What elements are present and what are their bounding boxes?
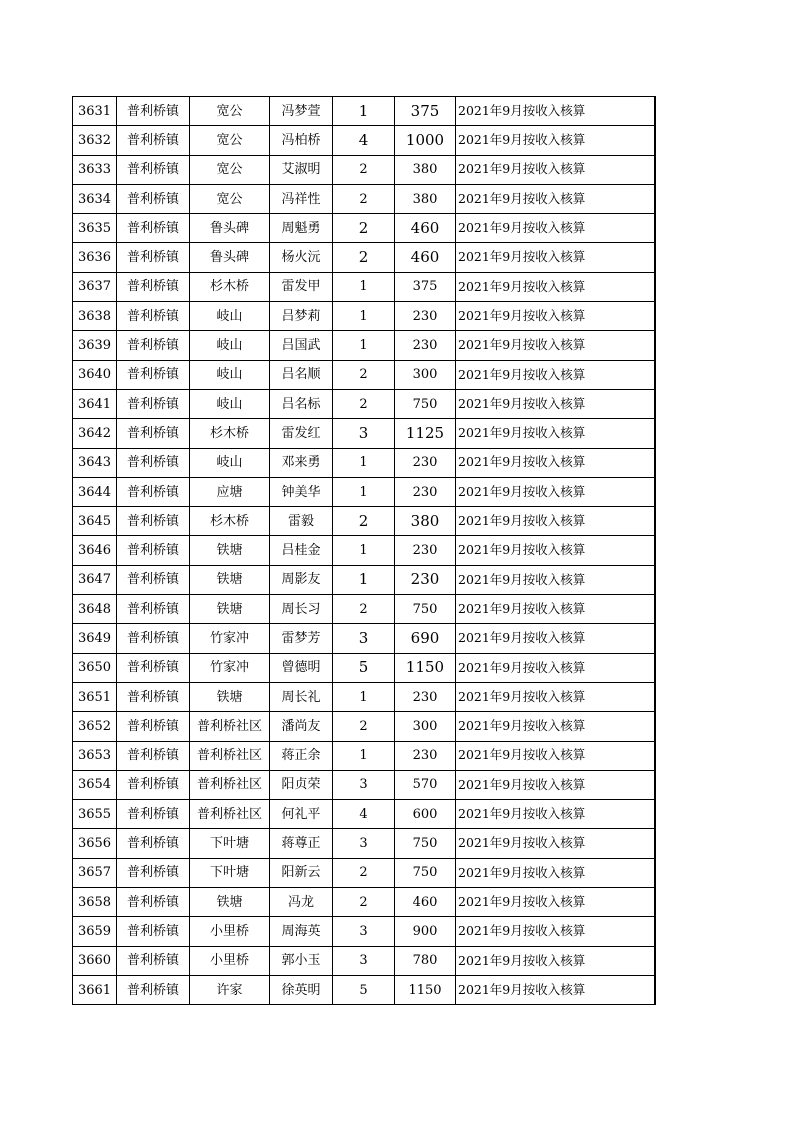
record-id-cell: 3645 [73,507,117,536]
village-cell: 许家 [190,975,270,1004]
household-count-cell: 3 [333,946,395,975]
table-row [73,419,655,448]
record-id-cell: 3655 [73,800,117,829]
record-id-cell: 3642 [73,419,117,448]
amount-cell: 690 [395,624,456,653]
household-count-cell: 3 [333,419,395,448]
record-id-cell: 3643 [73,448,117,477]
name-cell: 杨火沅 [270,243,333,272]
village-cell: 普利桥社区 [190,770,270,799]
town-cell: 普利桥镇 [117,97,190,126]
town-cell: 普利桥镇 [117,331,190,360]
amount-cell: 750 [395,595,456,624]
record-id-cell: 3650 [73,653,117,682]
village-cell: 竹家冲 [190,624,270,653]
town-cell: 普利桥镇 [117,155,190,184]
table-row [73,536,655,565]
town-cell: 普利桥镇 [117,741,190,770]
record-id-cell: 3657 [73,858,117,887]
amount-cell: 380 [395,507,456,536]
amount-cell: 230 [395,682,456,711]
household-count-cell: 2 [333,155,395,184]
amount-cell: 1000 [395,126,456,155]
record-id-cell: 3639 [73,331,117,360]
note-cell: 2021年9月按收入核算 [456,536,655,565]
note-cell: 2021年9月按收入核算 [456,272,655,301]
record-id-cell: 3653 [73,741,117,770]
town-cell: 普利桥镇 [117,126,190,155]
record-id-cell: 3656 [73,829,117,858]
village-cell: 鲁头碑 [190,243,270,272]
household-count-cell: 1 [333,682,395,711]
amount-cell: 230 [395,536,456,565]
town-cell: 普利桥镇 [117,536,190,565]
name-cell: 雷毅 [270,507,333,536]
table-row [73,741,655,770]
name-cell: 蒋尊正 [270,829,333,858]
amount-cell: 750 [395,389,456,418]
record-id-cell: 3631 [73,97,117,126]
household-count-cell: 1 [333,536,395,565]
table-row [73,888,655,917]
record-id-cell: 3640 [73,360,117,389]
table-row [73,97,655,126]
name-cell: 徐英明 [270,975,333,1004]
village-cell: 岐山 [190,331,270,360]
note-cell: 2021年9月按收入核算 [456,302,655,331]
table-row [73,946,655,975]
town-cell: 普利桥镇 [117,712,190,741]
village-cell: 宽公 [190,155,270,184]
record-id-cell: 3635 [73,214,117,243]
record-id-cell: 3644 [73,477,117,506]
village-cell: 铁塘 [190,682,270,711]
name-cell: 周影友 [270,565,333,594]
note-cell: 2021年9月按收入核算 [456,712,655,741]
table-row [73,155,655,184]
village-cell: 普利桥社区 [190,800,270,829]
household-count-cell: 1 [333,477,395,506]
name-cell: 吕名顺 [270,360,333,389]
household-count-cell: 1 [333,272,395,301]
name-cell: 吕梦莉 [270,302,333,331]
amount-cell: 230 [395,448,456,477]
note-cell: 2021年9月按收入核算 [456,477,655,506]
name-cell: 周海英 [270,917,333,946]
amount-cell: 600 [395,800,456,829]
record-id-cell: 3637 [73,272,117,301]
household-count-cell: 1 [333,565,395,594]
table-row [73,126,655,155]
table-row [73,477,655,506]
village-cell: 下叶塘 [190,858,270,887]
town-cell: 普利桥镇 [117,653,190,682]
town-cell: 普利桥镇 [117,214,190,243]
note-cell: 2021年9月按收入核算 [456,155,655,184]
table-row [73,917,655,946]
table-row [73,800,655,829]
town-cell: 普利桥镇 [117,917,190,946]
table-row [73,770,655,799]
town-cell: 普利桥镇 [117,770,190,799]
record-id-cell: 3647 [73,565,117,594]
town-cell: 普利桥镇 [117,272,190,301]
town-cell: 普利桥镇 [117,595,190,624]
household-count-cell: 4 [333,800,395,829]
table-row [73,302,655,331]
record-id-cell: 3660 [73,946,117,975]
records-table [72,96,656,1005]
household-count-cell: 1 [333,331,395,360]
household-count-cell: 2 [333,389,395,418]
household-count-cell: 3 [333,917,395,946]
record-id-cell: 3648 [73,595,117,624]
table-row [73,448,655,477]
record-id-cell: 3658 [73,888,117,917]
record-id-cell: 3659 [73,917,117,946]
name-cell: 雷发甲 [270,272,333,301]
table-row [73,272,655,301]
amount-cell: 460 [395,888,456,917]
record-id-cell: 3641 [73,389,117,418]
village-cell: 铁塘 [190,565,270,594]
amount-cell: 375 [395,97,456,126]
household-count-cell: 2 [333,243,395,272]
village-cell: 岐山 [190,360,270,389]
record-id-cell: 3649 [73,624,117,653]
name-cell: 艾淑明 [270,155,333,184]
note-cell: 2021年9月按收入核算 [456,243,655,272]
table-row [73,360,655,389]
household-count-cell: 2 [333,214,395,243]
name-cell: 周长习 [270,595,333,624]
town-cell: 普利桥镇 [117,829,190,858]
note-cell: 2021年9月按收入核算 [456,917,655,946]
amount-cell: 230 [395,565,456,594]
name-cell: 冯柏桥 [270,126,333,155]
village-cell: 杉木桥 [190,272,270,301]
village-cell: 普利桥社区 [190,712,270,741]
name-cell: 阳贞荣 [270,770,333,799]
household-count-cell: 2 [333,507,395,536]
amount-cell: 460 [395,243,456,272]
village-cell: 小里桥 [190,946,270,975]
note-cell: 2021年9月按收入核算 [456,448,655,477]
record-id-cell: 3636 [73,243,117,272]
household-count-cell: 2 [333,595,395,624]
name-cell: 潘尚友 [270,712,333,741]
village-cell: 普利桥社区 [190,741,270,770]
household-count-cell: 1 [333,741,395,770]
record-id-cell: 3638 [73,302,117,331]
note-cell: 2021年9月按收入核算 [456,975,655,1004]
note-cell: 2021年9月按收入核算 [456,565,655,594]
town-cell: 普利桥镇 [117,946,190,975]
record-id-cell: 3634 [73,184,117,213]
amount-cell: 1150 [395,653,456,682]
amount-cell: 750 [395,858,456,887]
village-cell: 铁塘 [190,888,270,917]
note-cell: 2021年9月按收入核算 [456,624,655,653]
table-row [73,331,655,360]
amount-cell: 380 [395,155,456,184]
village-cell: 宽公 [190,126,270,155]
table-row [73,624,655,653]
name-cell: 吕名标 [270,389,333,418]
note-cell: 2021年9月按收入核算 [456,829,655,858]
name-cell: 雷发红 [270,419,333,448]
town-cell: 普利桥镇 [117,624,190,653]
name-cell: 周魁勇 [270,214,333,243]
amount-cell: 1150 [395,975,456,1004]
amount-cell: 1125 [395,419,456,448]
name-cell: 周长礼 [270,682,333,711]
table-row [73,184,655,213]
village-cell: 下叶塘 [190,829,270,858]
household-count-cell: 1 [333,97,395,126]
table-row [73,858,655,887]
household-count-cell: 1 [333,448,395,477]
record-id-cell: 3633 [73,155,117,184]
note-cell: 2021年9月按收入核算 [456,214,655,243]
village-cell: 杉木桥 [190,507,270,536]
town-cell: 普利桥镇 [117,419,190,448]
household-count-cell: 2 [333,712,395,741]
note-cell: 2021年9月按收入核算 [456,682,655,711]
name-cell: 邓来勇 [270,448,333,477]
amount-cell: 900 [395,917,456,946]
name-cell: 钟美华 [270,477,333,506]
town-cell: 普利桥镇 [117,389,190,418]
table-row [73,595,655,624]
town-cell: 普利桥镇 [117,565,190,594]
household-count-cell: 3 [333,770,395,799]
note-cell: 2021年9月按收入核算 [456,741,655,770]
name-cell: 冯梦萱 [270,97,333,126]
table-row [73,653,655,682]
amount-cell: 750 [395,829,456,858]
record-id-cell: 3651 [73,682,117,711]
amount-cell: 230 [395,302,456,331]
table-row [73,389,655,418]
household-count-cell: 5 [333,975,395,1004]
table-row [73,507,655,536]
town-cell: 普利桥镇 [117,243,190,272]
amount-cell: 230 [395,741,456,770]
village-cell: 铁塘 [190,595,270,624]
amount-cell: 780 [395,946,456,975]
town-cell: 普利桥镇 [117,184,190,213]
village-cell: 岐山 [190,389,270,418]
note-cell: 2021年9月按收入核算 [456,360,655,389]
household-count-cell: 3 [333,624,395,653]
village-cell: 宽公 [190,97,270,126]
note-cell: 2021年9月按收入核算 [456,126,655,155]
household-count-cell: 2 [333,184,395,213]
town-cell: 普利桥镇 [117,975,190,1004]
records-table-body [73,97,655,1005]
record-id-cell: 3654 [73,770,117,799]
household-count-cell: 5 [333,653,395,682]
table-row [73,975,655,1004]
household-count-cell: 2 [333,360,395,389]
town-cell: 普利桥镇 [117,858,190,887]
town-cell: 普利桥镇 [117,302,190,331]
household-count-cell: 1 [333,302,395,331]
note-cell: 2021年9月按收入核算 [456,184,655,213]
village-cell: 竹家冲 [190,653,270,682]
village-cell: 岐山 [190,448,270,477]
village-cell: 鲁头碑 [190,214,270,243]
note-cell: 2021年9月按收入核算 [456,331,655,360]
town-cell: 普利桥镇 [117,448,190,477]
name-cell: 阳新云 [270,858,333,887]
name-cell: 曾德明 [270,653,333,682]
town-cell: 普利桥镇 [117,507,190,536]
note-cell: 2021年9月按收入核算 [456,800,655,829]
note-cell: 2021年9月按收入核算 [456,770,655,799]
table-row [73,214,655,243]
name-cell: 雷梦芳 [270,624,333,653]
record-id-cell: 3646 [73,536,117,565]
amount-cell: 375 [395,272,456,301]
amount-cell: 460 [395,214,456,243]
amount-cell: 230 [395,477,456,506]
note-cell: 2021年9月按收入核算 [456,507,655,536]
town-cell: 普利桥镇 [117,477,190,506]
name-cell: 冯祥性 [270,184,333,213]
note-cell: 2021年9月按收入核算 [456,653,655,682]
record-id-cell: 3652 [73,712,117,741]
record-id-cell: 3632 [73,126,117,155]
household-count-cell: 2 [333,858,395,887]
name-cell: 何礼平 [270,800,333,829]
amount-cell: 230 [395,331,456,360]
village-cell: 铁塘 [190,536,270,565]
village-cell: 宽公 [190,184,270,213]
record-id-cell: 3661 [73,975,117,1004]
town-cell: 普利桥镇 [117,800,190,829]
amount-cell: 570 [395,770,456,799]
household-count-cell: 3 [333,829,395,858]
note-cell: 2021年9月按收入核算 [456,419,655,448]
table-row [73,565,655,594]
town-cell: 普利桥镇 [117,360,190,389]
table-row [73,243,655,272]
village-cell: 杉木桥 [190,419,270,448]
village-cell: 岐山 [190,302,270,331]
note-cell: 2021年9月按收入核算 [456,595,655,624]
household-count-cell: 4 [333,126,395,155]
household-count-cell: 2 [333,888,395,917]
name-cell: 吕国武 [270,331,333,360]
table-row [73,829,655,858]
name-cell: 蒋正余 [270,741,333,770]
note-cell: 2021年9月按收入核算 [456,946,655,975]
note-cell: 2021年9月按收入核算 [456,858,655,887]
amount-cell: 300 [395,360,456,389]
town-cell: 普利桥镇 [117,682,190,711]
town-cell: 普利桥镇 [117,888,190,917]
table-row [73,682,655,711]
name-cell: 冯龙 [270,888,333,917]
note-cell: 2021年9月按收入核算 [456,97,655,126]
note-cell: 2021年9月按收入核算 [456,888,655,917]
amount-cell: 380 [395,184,456,213]
note-cell: 2021年9月按收入核算 [456,389,655,418]
amount-cell: 300 [395,712,456,741]
name-cell: 郭小玉 [270,946,333,975]
village-cell: 应塘 [190,477,270,506]
village-cell: 小里桥 [190,917,270,946]
name-cell: 吕桂金 [270,536,333,565]
table-row [73,712,655,741]
